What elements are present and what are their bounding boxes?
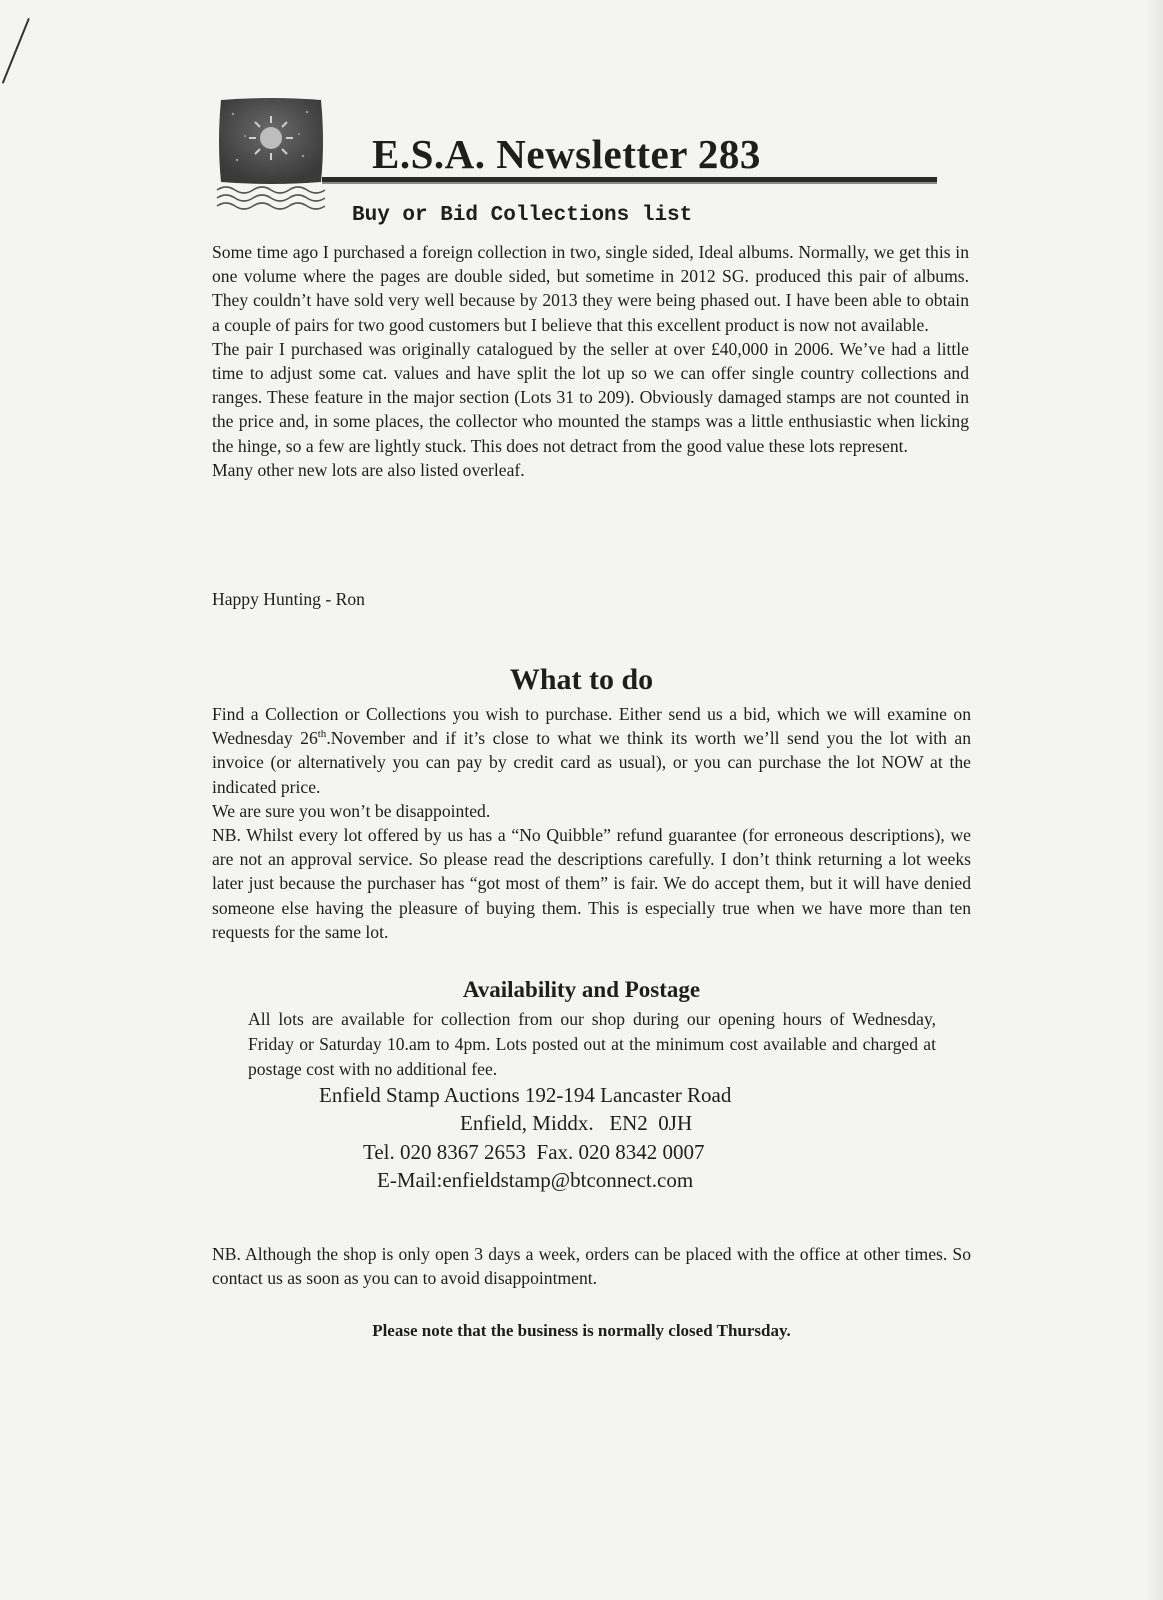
phone-fax: Tel. 020 8367 2653 Fax. 020 8342 0007 [363,1140,705,1164]
address-line: Enfield Stamp Auctions 192-194 Lancaster Road [319,1083,732,1107]
scan-edge [1145,0,1163,1600]
newsletter-subtitle: Buy or Bid Collections list [352,204,693,227]
waves-icon [217,187,325,209]
pen-mark [2,18,30,84]
signoff: Happy Hunting - Ron [212,589,365,609]
newsletter-title: E.S.A. Newsletter 283 [372,131,761,177]
title-rule [322,177,937,184]
intro-paragraph: Many other new lots are also listed overleaf. [212,459,525,480]
availability-heading: Availability and Postage [462,977,701,1002]
shop-hours-note: NB. Although the shop is only open 3 days a week, orders can be placed with the office at other times. So contact us as soon as you can to avoid disappointment. [212,1244,971,1289]
closed-thursday-note: Please note that the business is normally closed Thursday. [372,1321,791,1340]
sun-icon [249,116,293,160]
intro-paragraph: Some time ago I purchased a foreign collection in two, single sided, Ideal albums. Normally, we get this in one volume where the pages are double sided, but sometime in 2012 SG. produced this pair of albums. They couldn’t have sold very well because by 2013 they were being phased out. I have been able to obtain a couple of pairs for two good customers but I believe that this excellent product is now not available. [212,242,969,335]
instructions-paragraph: Find a Collection or Collections you wish to purchase. Either send us a bid, which we will examine on Wednesday 26th.November and if it’s close to what we think its worth we’ll send you the lot with an invoice (or alternatively you can pay by credit card as usual), or you can purchase the lot NOW at the indicated price. [212,704,972,797]
reassurance-paragraph: We are sure you won’t be disappointed. [212,800,491,821]
sun-waves-logo [215,96,327,214]
what-to-do-heading: What to do [509,663,654,696]
refund-paragraph: NB. Whilst every lot offered by us has a “No Quibble” refund guarantee (for erroneous descriptions), we are not an approval service. So please read the descriptions carefully. I don’t think returning a lot weeks later just because the purchaser has “got most of them” is fair. We do accept them, but it will have denied someone else having the pleasure of buying them. This is especially true when we have more than ten requests for the same lot. [212,825,971,942]
availability-text: All lots are available for collection from our shop during our opening hours of Wednesday, Friday or Saturday 10.am to 4pm. Lots posted out at the minimum cost available and charged at postage cost with no additional fee. [248,1009,936,1079]
email: E-Mail:enfieldstamp@btconnect.com [377,1168,694,1192]
what-to-do-section [212,702,971,944]
intro-section [212,240,969,482]
intro-paragraph: The pair I purchased was originally catalogued by the seller at over £40,000 in 2006. We’ve had a little time to adjust some cat. values and have split the lot up so we can offer single country collections and ranges. These feature in the major section (Lots 31 to 209). Obviously damaged stamps are not counted in the price and, in some places, the collector who mounted the stamps was a little enthusiastic when licking the hinge, so a few are lightly stuck. This does not detract from the good value these lots represent. [212,338,969,456]
town-postcode: Enfield, Middx. EN2 0JH [460,1111,693,1135]
